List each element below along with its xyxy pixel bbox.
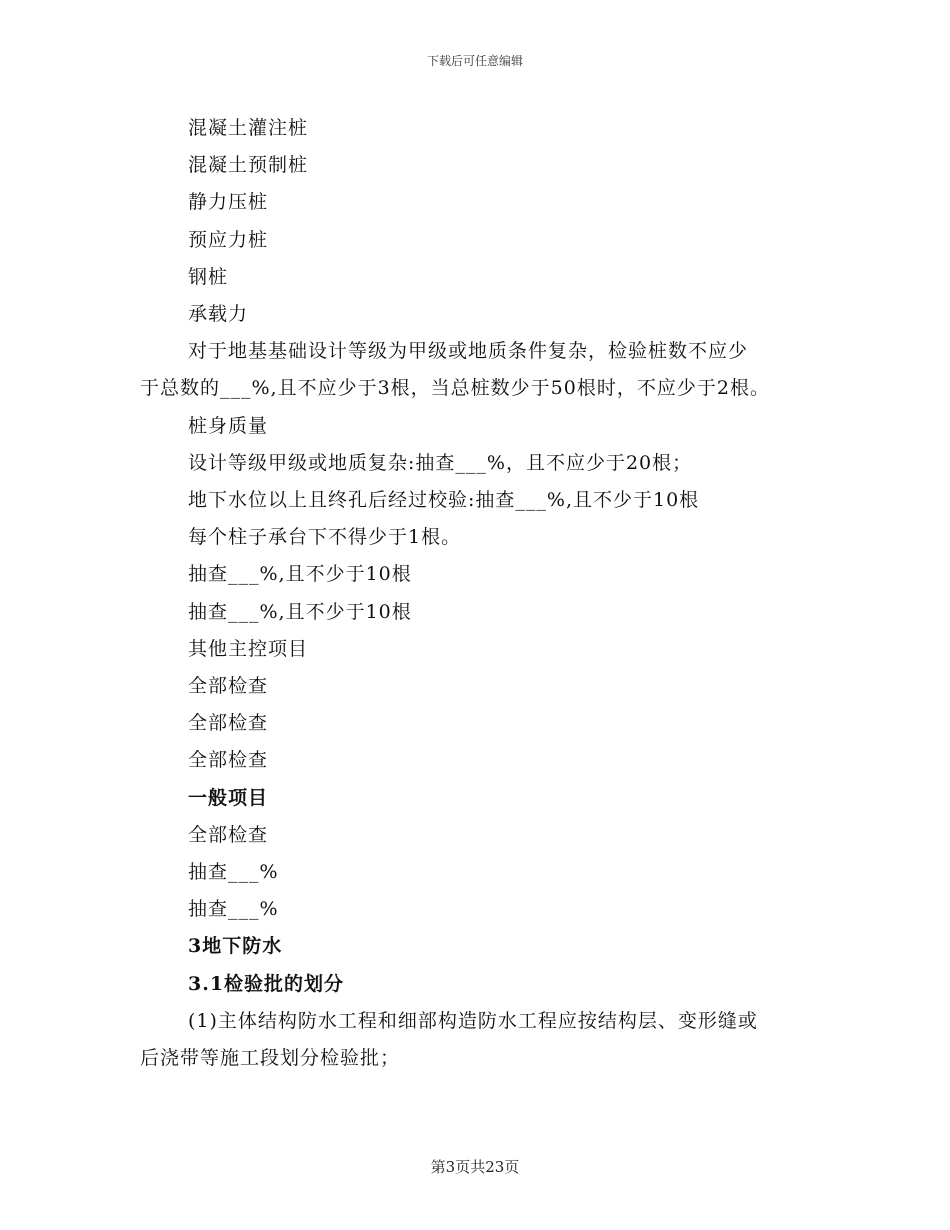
text-line: 桩身质量 xyxy=(188,414,269,437)
section-heading: 3地下防水 xyxy=(188,935,283,958)
page-footer: 第3页共23页 xyxy=(430,1158,520,1176)
text-line: 混凝土预制桩 xyxy=(188,154,309,177)
text-line: 全部检查 xyxy=(188,675,269,698)
text-line: 对于地基基础设计等级为甲级或地质条件复杂，检验桩数不应少 xyxy=(188,340,749,363)
text-line: 地下水位以上且终孔后经过校验:抽查___%,且不少于10根 xyxy=(188,489,700,512)
text-line: 全部检查 xyxy=(188,823,269,846)
text-line: 于总数的___%,且不应少于3根，当总桩数少于50根时，不应少于2根。 xyxy=(140,377,770,400)
section-heading: 一般项目 xyxy=(188,786,269,809)
text-line: 抽查___% xyxy=(188,898,279,921)
text-line: 钢桩 xyxy=(188,265,229,288)
text-line: 静力压桩 xyxy=(188,191,269,214)
text-line: 全部检查 xyxy=(188,749,269,772)
text-line: 其他主控项目 xyxy=(188,637,309,660)
text-line: (1)主体结构防水工程和细部构造防水工程应按结构层、变形缝或 xyxy=(188,1009,758,1032)
section-heading: 3.1检验批的划分 xyxy=(188,972,345,995)
text-line: 预应力桩 xyxy=(188,228,269,251)
text-line: 设计等级甲级或地质复杂:抽查___%，且不应少于20根； xyxy=(188,451,693,474)
page-header: 下载后可任意编辑 xyxy=(426,54,523,68)
document-body xyxy=(140,110,820,1077)
text-line: 每个柱子承台下不得少于1根。 xyxy=(188,526,462,549)
text-line: 抽查___%,且不少于10根 xyxy=(188,600,412,623)
text-line: 后浇带等施工段划分检验批； xyxy=(140,1047,401,1070)
text-line: 抽查___%,且不少于10根 xyxy=(188,563,412,586)
text-line: 混凝土灌注桩 xyxy=(188,117,309,139)
text-line: 承载力 xyxy=(188,303,249,326)
text-line: 全部检查 xyxy=(188,712,269,735)
text-line: 抽查___% xyxy=(188,861,279,884)
